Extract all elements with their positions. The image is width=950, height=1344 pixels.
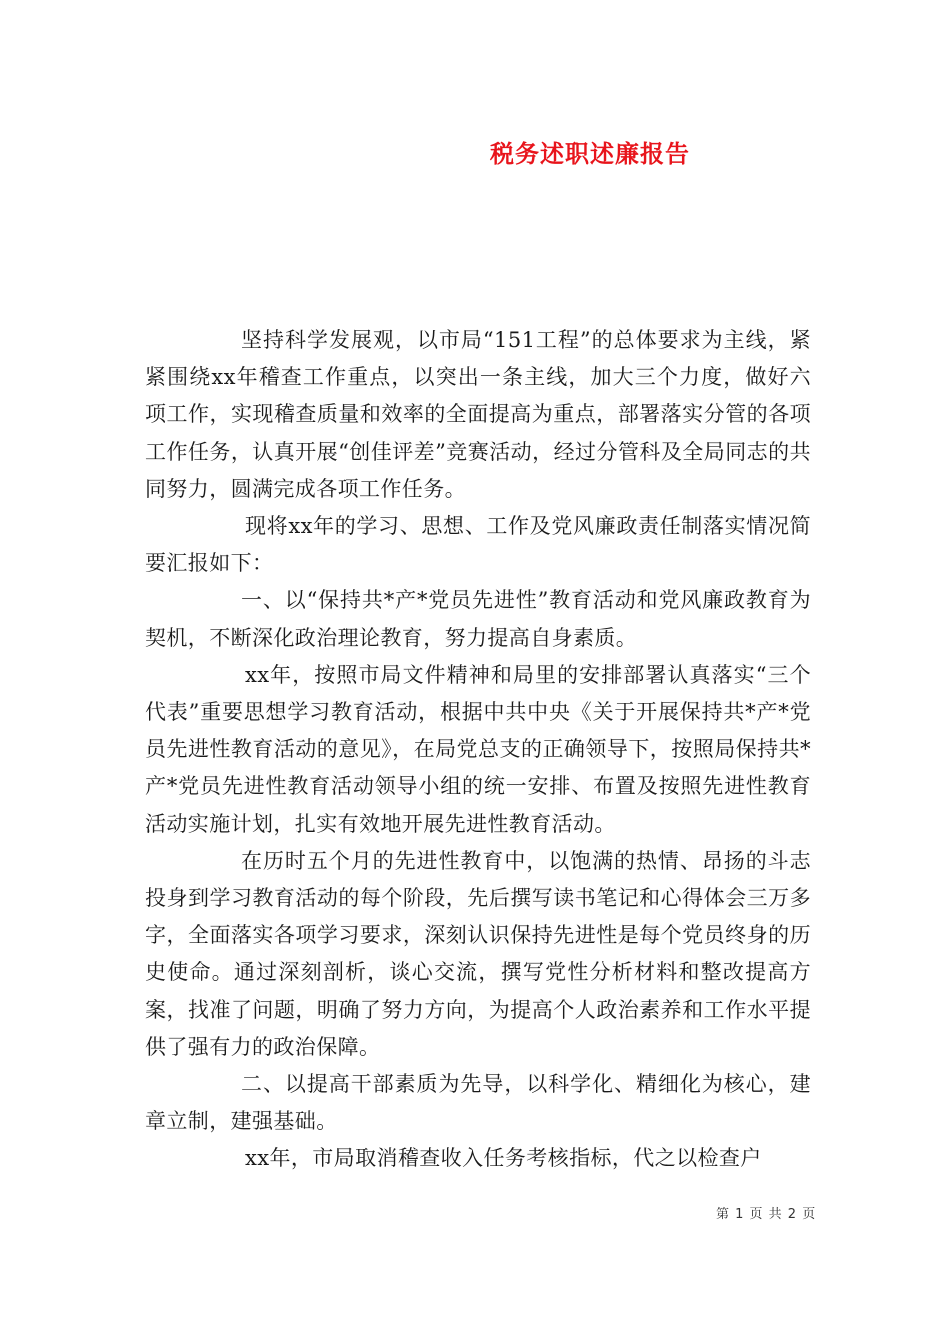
document-body — [145, 322, 811, 1178]
paragraph-inspection: xx年，市局取消稽查收入任务考核指标，代之以检查户 — [245, 1146, 762, 1171]
document-title: 税务述职述廉报告 — [490, 140, 690, 168]
page-number: 第 1 页 共 2 页 — [716, 1207, 817, 1222]
section-heading-1: 一、以“保持共*产*党员先进性”教育活动和党风廉政教育为契机，不断深化政治理论教育，努力提高自身素质。 — [145, 588, 811, 650]
paragraph-education: 在历时五个月的先进性教育中，以饱满的热情、昂扬的斗志投身到学习教育活动的每个阶段，先后撰写读书笔记和心得体会三万多字，全面落实各项学习要求，深刻认识保持先进性是每个党员终身的历史使命。通过深刻剖析，谈心交流，撰写党性分析材料和整改提高方案，找准了问题，明确了努力方向，为提高个人政治素养和工作水平提供了强有力的政治保障。 — [145, 848, 811, 1059]
paragraph-summary: 现将xx年的学习、思想、工作及党风廉政责任制落实情况简要汇报如下： — [145, 514, 811, 576]
paragraph-intro: 坚持科学发展观，以市局“151工程”的总体要求为主线，紧紧围绕xx年稽查工作重点，以突出一条主线，加大三个力度，做好六项工作，实现稽查质量和效率的全面提高为重点，部署落实分管的各项工作任务，认真开展“创佳评差”竞赛活动，经过分管科及全局同志的共同努力，圆满完成各项工作任务。 — [145, 328, 811, 501]
paragraph-study: xx年，按照市局文件精神和局里的安排部署认真落实“三个代表”重要思想学习教育活动，根据中共中央《关于开展保持共*产*党员先进性教育活动的意见》，在局党总支的正确领导下，按照局保持共*产*党员先进性教育活动领导小组的统一安排、布置及按照先进性教育活动实施计划，扎实有效地开展先进性教育活动。 — [145, 662, 811, 836]
section-heading-2: 二、以提高干部素质为先导，以科学化、精细化为核心，建章立制，建强基础。 — [145, 1072, 811, 1134]
